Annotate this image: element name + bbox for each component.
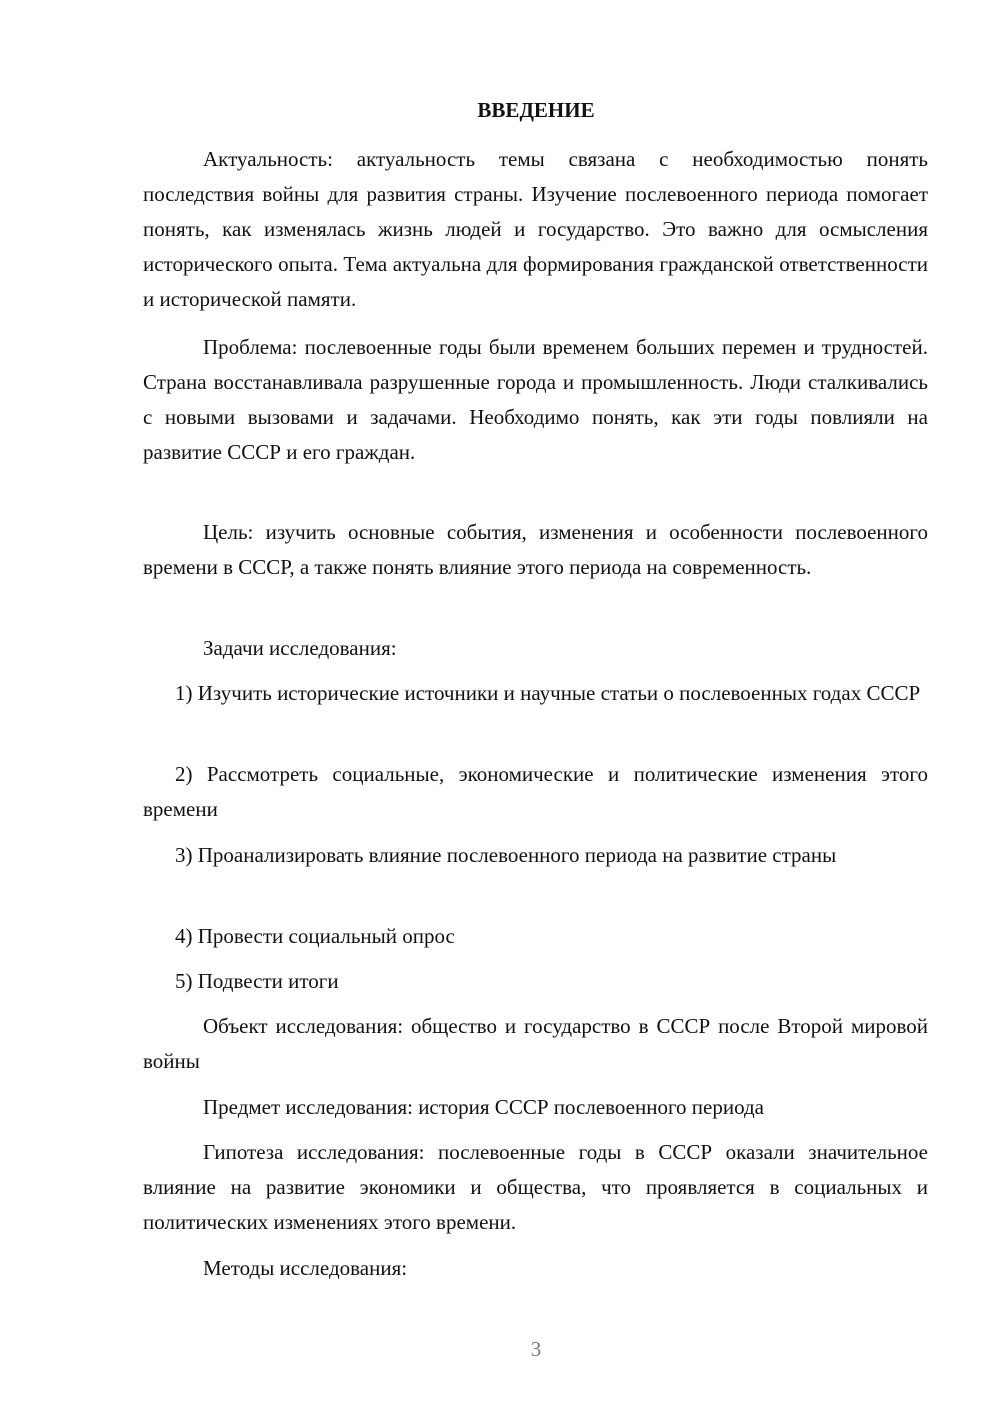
- page-number: 3: [530, 1337, 542, 1361]
- task-item-1: 1) Изучить исторические источники и научные статьи о послевоенных годах СССР: [175, 681, 921, 705]
- task-item-4: 4) Провести социальный опрос: [175, 924, 455, 948]
- paragraph-goal: Цель: изучить основные события, изменения и особенности послевоенного времени в СССР, а также понять влияние этого периода на современность.: [143, 520, 928, 579]
- paragraph-tasks-heading: Задачи исследования:: [203, 636, 397, 660]
- paragraph-hypothesis: Гипотеза исследования: послевоенные годы в СССР оказали значительное влияние на развитие экономики и общества, что проявляется в социальных и политических изменениях этого времени.: [143, 1140, 928, 1234]
- page-title: ВВЕДЕНИЕ: [477, 98, 595, 122]
- paragraph-subject: Предмет исследования: история СССР послевоенного периода: [203, 1095, 765, 1119]
- task-item-5: 5) Подвести итоги: [175, 969, 339, 993]
- paragraph-methods: Методы исследования:: [203, 1256, 408, 1280]
- paragraph-relevance: Актуальность: актуальность темы связана с необходимостью понять последствия войны для развития страны. Изучение послевоенного периода помогает понять, как изменялась жизнь людей и государство. Это важно для осмысления исторического опыта. Тема актуальна для формирования гражданской ответственности и исторической памяти.: [143, 147, 928, 311]
- task-item-2: 2) Рассмотреть социальные, экономические и политические изменения этого времени: [143, 762, 928, 821]
- paragraph-object: Объект исследования: общество и государство в СССР после Второй мировой войны: [143, 1014, 928, 1073]
- paragraph-problem: Проблема: послевоенные годы были временем больших перемен и трудностей. Страна восстанавливала разрушенные города и промышленность. Люди сталкивались с новыми вызовами и задачами. Необходимо понять, как эти годы повлияли на развитие СССР и его граждан.: [143, 335, 928, 464]
- task-item-3: 3) Проанализировать влияние послевоенного периода на развитие страны: [175, 843, 837, 867]
